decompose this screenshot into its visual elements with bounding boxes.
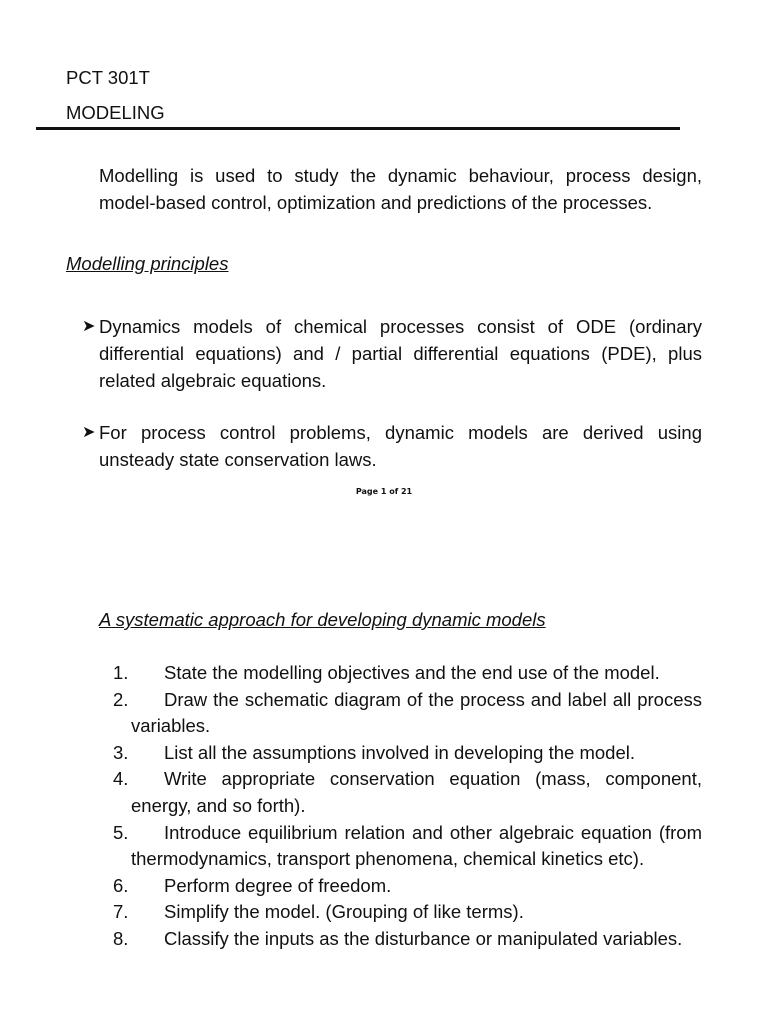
principle-item-text: Dynamics models of chemical processes consist of ODE (ordinary differential equations) and / partial differential equations (PDE), plus related algebraic equations. [99,316,702,391]
step-number: 3. [113,741,129,763]
step-number: 7. [113,901,129,923]
step-text: Simplify the model. (Grouping of like terms). [164,901,524,923]
step-item [113,766,702,819]
step-number: 2. [113,688,129,710]
step-item [113,660,702,687]
arrowhead-bullet-icon: ➤ [82,318,96,335]
step-text: Perform degree of freedom. [164,874,392,896]
principle-item [82,313,702,394]
step-text: State the modelling objectives and the end use of the model. [164,662,660,683]
step-item [113,740,702,767]
step-number: 5. [113,821,129,843]
step-text: Introduce equilibrium relation and other algebraic equation (from thermodynamics, transport phenomena, chemical kinetics etc). [131,821,702,870]
step-item [113,687,702,740]
step-item [113,873,702,900]
step-item [113,899,702,926]
step-number: 1. [113,662,129,683]
course-code: PCT 301T [66,67,150,88]
step-text: Write appropriate conservation equation (mass, component, energy, and so forth). [131,768,702,816]
step-number: 4. [113,768,129,790]
steps-list [113,660,702,953]
step-text: Draw the schematic diagram of the process and label all process variables. [131,688,702,737]
step-number: 6. [113,874,129,896]
principle-item-text: For process control problems, dynamic models are derived using unsteady state conservation laws. [99,422,702,470]
page-number: Page 1 of 21 [355,487,413,496]
document-title: MODELING [66,102,165,123]
principle-item [82,419,702,473]
step-item [113,926,702,953]
header-divider [36,127,680,130]
arrowhead-bullet-icon: ➤ [82,424,96,441]
approach-heading: A systematic approach for developing dynamic models [99,609,546,630]
step-text: List all the assumptions involved in developing the model. [164,741,636,763]
step-text: Classify the inputs as the disturbance or manipulated variables. [164,927,683,949]
step-item [113,820,702,873]
step-number: 8. [113,927,129,949]
principles-heading: Modelling principles [66,253,229,274]
intro-paragraph: Modelling is used to study the dynamic behaviour, process design, model-based control, optimization and predictions of the processes. [99,165,702,213]
